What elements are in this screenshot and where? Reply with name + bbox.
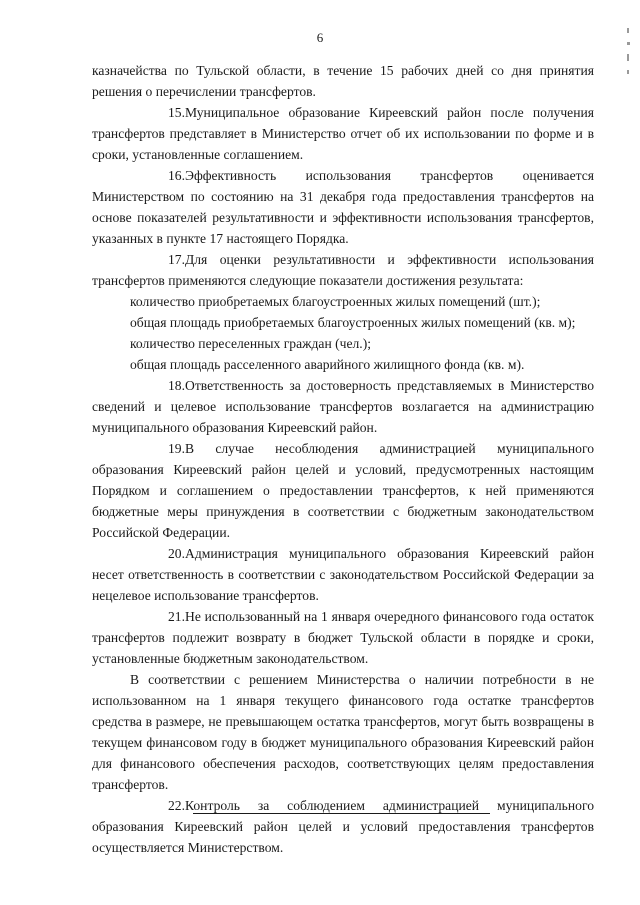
indicator-item: общая площадь расселенного аварийного жилищного фонда (кв. м). <box>130 357 525 372</box>
document-body <box>92 60 594 858</box>
paragraph-text: Ответственность за достоверность представляемых в Министерство сведений и целевое использование трансфертов возлагается на администрацию муниципального образования Киреевский район. <box>92 378 594 435</box>
paragraph-number: 18. <box>168 378 185 393</box>
end-of-document-rule <box>193 813 490 814</box>
page-number: 6 <box>316 30 324 45</box>
paragraph-text: Администрация муниципального образования Киреевский район несет ответственность в соответствии с законодательством Российской Федерации за нецелевое использование трансфертов. <box>92 546 594 603</box>
paragraph-number: 17. <box>168 252 185 267</box>
paragraph-continuation: казначейства по Тульской области, в течение 15 рабочих дней со дня принятия решения о перечислении трансфертов. <box>92 63 594 99</box>
paragraph-text: Эффективность использования трансфертов оценивается Министерством по состоянию на 31 декабря года предоставления трансфертов на основе показателей результативности и эффективности использования трансфертов, указанных в пункте 17 настоящего Порядка. <box>92 168 594 246</box>
paragraph-number: 20. <box>168 546 185 561</box>
paragraph-16 <box>92 165 594 249</box>
paragraph-number: 16. <box>168 168 185 183</box>
paragraph-text: Контроль за соблюдением администрацией муниципального образования Киреевский район целей и условий предоставления трансфертов осуществляется Министерством. <box>92 798 594 855</box>
paragraph-text: Для оценки результативности и эффективности использования трансфертов применяются следующие показатели достижения результата: <box>92 252 594 288</box>
paragraph-text: В случае несоблюдения администрацией муниципального образования Киреевский район целей и условий, предусмотренных настоящим Порядком и соглашением о предоставлении трансфертов, к ней применяются бюджетные меры принуждения в соответствии с бюджетным законодательством Российской Федерации. <box>92 441 594 540</box>
indicator-item: общая площадь приобретаемых благоустроенных жилых помещений (кв. м); <box>130 315 576 330</box>
paragraph-text: Муниципальное образование Киреевский район после получения трансфертов представляет в Министерство отчет об их использовании по форме и в сроки, установленные соглашением. <box>92 105 594 162</box>
paragraph-21 <box>92 606 594 669</box>
margin-mark <box>624 28 632 74</box>
paragraph-19 <box>92 438 594 543</box>
paragraph-18 <box>92 375 594 438</box>
indicator-item: количество переселенных граждан (чел.); <box>130 336 372 351</box>
indicator-item: количество приобретаемых благоустроенных жилых помещений (шт.); <box>130 294 541 309</box>
paragraph-20 <box>92 543 594 606</box>
paragraph-21-continued: В соответствии с решением Министерства о наличии потребности в не использованном на 1 января текущего финансового года остатке трансфертов средства в размере, не превышающем остатка трансфертов, могут быть возвращены в текущем финансовом году в бюджет муниципального образования Киреевский район для финансового обеспечения расходов, соответствующих целям предоставления трансфертов. <box>92 672 594 792</box>
paragraph-number: 21. <box>168 609 185 624</box>
paragraph-15 <box>92 102 594 165</box>
paragraph-22 <box>92 795 594 858</box>
paragraph-number: 19. <box>168 441 185 456</box>
paragraph-text: Не использованный на 1 января очередного финансового года остаток трансфертов подлежит возврату в бюджет Тульской области в порядке и сроки, установленные бюджетным законодательством. <box>92 609 594 666</box>
paragraph-17 <box>92 249 594 291</box>
paragraph-number: 15. <box>168 105 185 120</box>
paragraph-number: 22. <box>168 798 185 813</box>
